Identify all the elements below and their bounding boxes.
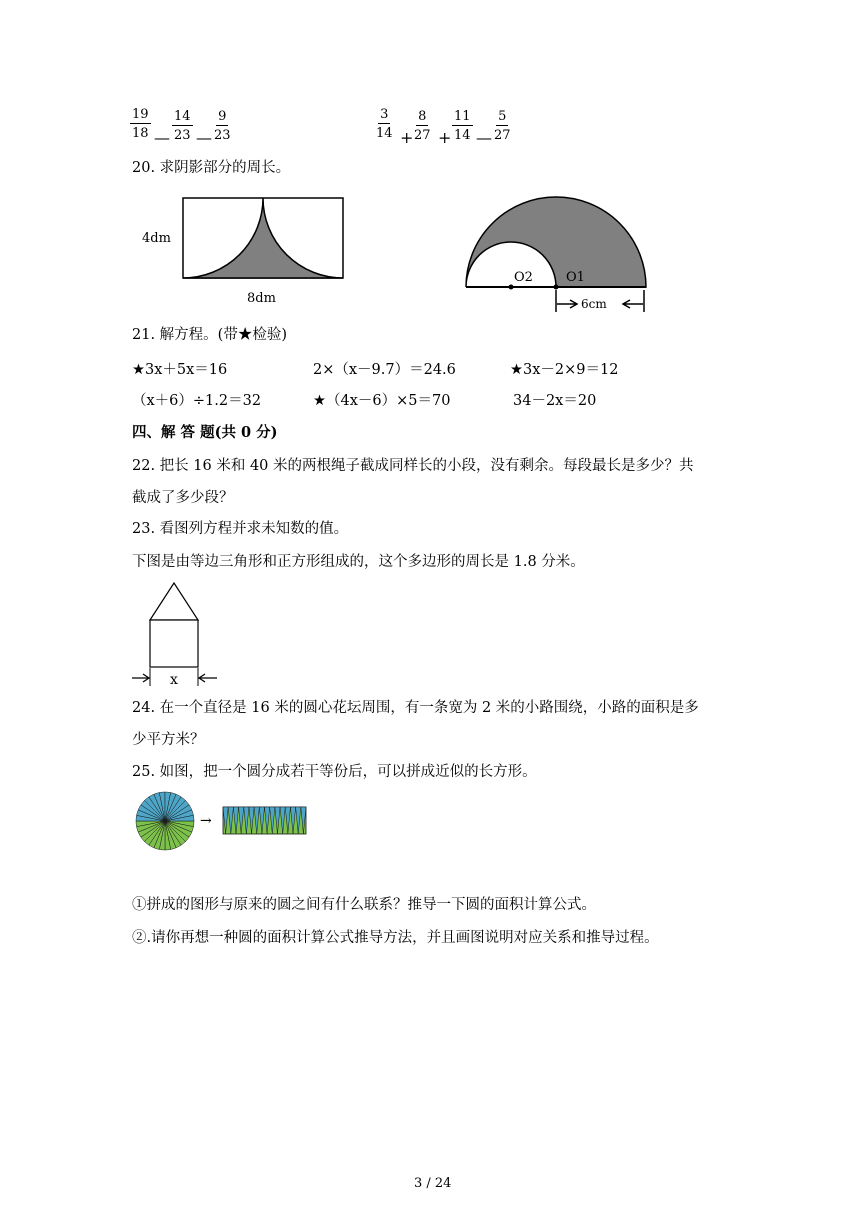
equation: ★3x－2×9＝12 [510, 362, 619, 378]
x-arrow-left [132, 674, 149, 682]
o2-point [509, 285, 514, 290]
denominator: 18 [132, 126, 149, 141]
operator: — [196, 128, 212, 147]
q23-title: 23. 看图列方程并求未知数的值。 [132, 521, 349, 537]
q22-text-line2: 截成了多少段？ [132, 490, 234, 506]
equation: 34－2x＝20 [513, 393, 597, 409]
equation: ★（4x－6）×5＝70 [313, 393, 451, 409]
transform-arrow: → [200, 813, 212, 829]
fraction [214, 110, 231, 142]
fraction [452, 110, 473, 142]
radius-label: 6cm [581, 297, 607, 311]
fraction [414, 110, 431, 142]
x-label: x [170, 672, 178, 688]
numerator: 14 [174, 109, 191, 124]
numerator: 8 [418, 109, 427, 124]
q25-sub-question-1: ①拼成的图形与原来的圆之间有什么联系？推导一下圆的面积计算公式。 [132, 897, 596, 913]
denominator: 14 [454, 128, 471, 143]
denominator: 27 [414, 128, 431, 143]
denominator: 14 [376, 126, 393, 141]
section-heading: 四、解 答 题(共 0 分) [132, 424, 278, 441]
fraction [172, 110, 193, 142]
denominator: 23 [214, 128, 231, 143]
radius-arrow-left [557, 300, 577, 308]
q23-description: 下图是由等边三角形和正方形组成的，这个多边形的周长是 1.8 分米。 [132, 554, 585, 570]
circle-sectors [136, 792, 194, 850]
fraction [130, 108, 151, 140]
q19-expression-1 [130, 108, 240, 148]
operator: + [400, 128, 414, 147]
q20-height-label: 4dm [142, 231, 171, 246]
equation: ★3x＋5x＝16 [132, 362, 228, 378]
q25-figure [130, 790, 315, 852]
equation: （x＋6）÷1.2＝32 [132, 393, 262, 409]
denominator: 23 [174, 128, 191, 143]
q20-figure-semicircle [460, 190, 660, 320]
operator: — [154, 128, 170, 147]
q20-title: 20. 求阴影部分的周长。 [132, 160, 291, 176]
o2-label: O2 [514, 270, 533, 285]
equation: 2×（x－9.7）＝24.6 [313, 362, 456, 378]
numerator: 19 [132, 107, 149, 122]
operator: + [438, 128, 452, 147]
o1-label: O1 [566, 270, 585, 285]
x-arrow-right [199, 674, 217, 682]
page-number: 3 / 24 [414, 1176, 452, 1191]
numerator: 3 [380, 107, 389, 122]
q19-expression-2 [376, 108, 526, 148]
q20-shaded-ring [466, 197, 646, 287]
o1-point [554, 285, 559, 290]
q25-sub-question-2: ②.请你再想一种圆的面积计算公式推导方法，并且画图说明对应关系和推导过程。 [132, 930, 659, 946]
numerator: 5 [498, 109, 507, 124]
q25-title: 25. 如图，把一个圆分成若干等份后，可以拼成近似的长方形。 [132, 764, 537, 780]
q20-width-label: 8dm [247, 291, 276, 306]
q22-text-line1: 22. 把长 16 米和 40 米的两根绳子截成同样长的小段，没有剩余。每段最长是多少？共 [132, 458, 694, 474]
q21-title: 21. 解方程。(带★检验) [132, 327, 287, 343]
operator: — [476, 128, 492, 147]
numerator: 11 [454, 109, 471, 124]
numerator: 9 [218, 109, 227, 124]
rearranged-rectangle [223, 807, 306, 834]
q20-figure-rectangle [130, 190, 360, 310]
q24-text-line1: 24. 在一个直径是 16 米的圆心花坛周围，有一条宽为 2 米的小路围绕，小路的面积是多 [132, 700, 699, 716]
denominator: 27 [494, 128, 511, 143]
q24-text-line2: 少平方米？ [132, 732, 205, 748]
q23-figure-house [128, 578, 228, 690]
fraction [376, 108, 393, 140]
fraction [494, 110, 511, 142]
radius-arrow-right [623, 300, 643, 308]
